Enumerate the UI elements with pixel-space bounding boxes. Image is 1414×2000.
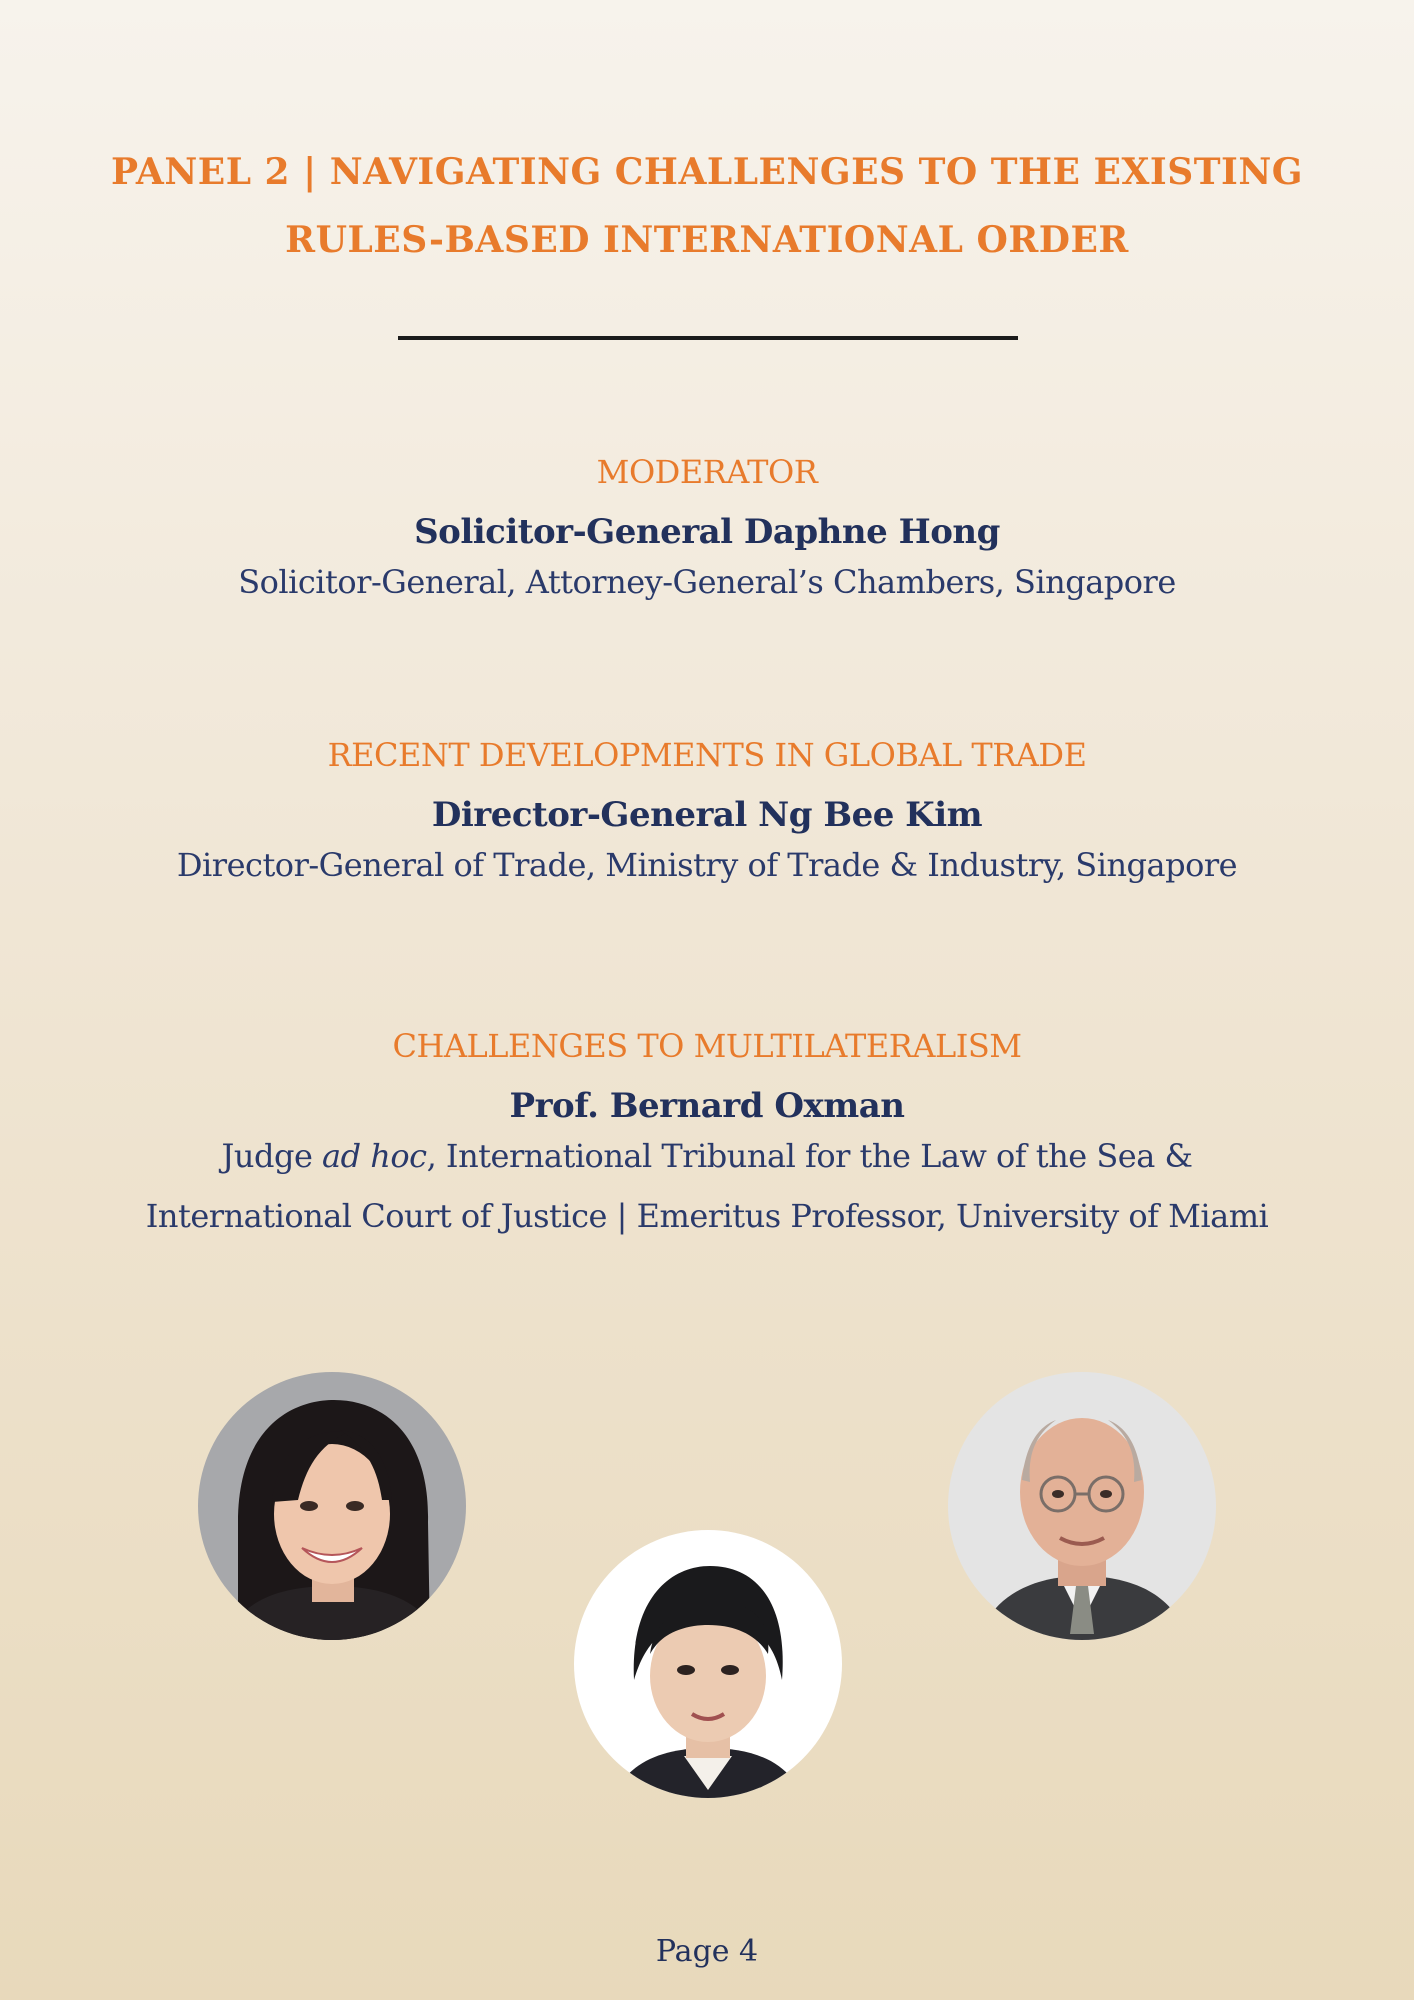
speaker-name: Director-General Ng Bee Kim xyxy=(431,795,983,835)
role-italic: ad hoc xyxy=(322,1137,427,1175)
section-label: RECENT DEVELOPMENTS IN GLOBAL TRADE xyxy=(327,736,1087,774)
role-prefix: Judge xyxy=(221,1137,323,1175)
speaker-photo-ng-bee-kim xyxy=(574,1530,842,1798)
speaker-role-line-1 xyxy=(80,1126,1334,1186)
role-rest: , International Tribunal for the Law of the Sea & xyxy=(426,1137,1193,1175)
speaker-name: Prof. Bernard Oxman xyxy=(509,1086,905,1126)
section-label: MODERATOR xyxy=(596,453,818,491)
speaker-role: Solicitor-General, Attorney-General’s Chambers, Singapore xyxy=(238,563,1176,601)
page-number: Page 4 xyxy=(655,1934,759,1969)
moderator-section xyxy=(80,452,1334,612)
speaker-role-line-2: International Court of Justice | Emeritus Professor, University of Miami xyxy=(145,1197,1269,1235)
global-trade-section xyxy=(80,735,1334,895)
multilateralism-section xyxy=(80,1026,1334,1246)
speaker-photo-daphne-hong xyxy=(198,1372,466,1640)
speaker-role: Director-General of Trade, Ministry of Trade & Industry, Singapore xyxy=(176,846,1238,884)
portrait-woman-smiling-icon xyxy=(198,1372,466,1640)
portrait-woman-icon xyxy=(574,1530,842,1798)
section-label: CHALLENGES TO MULTILATERALISM xyxy=(392,1027,1022,1065)
panel-title-line-1: PANEL 2 | NAVIGATING CHALLENGES TO THE EXISTING xyxy=(110,151,1304,193)
portrait-man-glasses-icon xyxy=(948,1372,1216,1640)
speaker-photo-bernard-oxman xyxy=(948,1372,1216,1640)
panel-title xyxy=(110,138,1304,274)
title-divider xyxy=(398,336,1018,340)
panel-title-line-2: RULES-BASED INTERNATIONAL ORDER xyxy=(285,219,1129,261)
speaker-name: Solicitor-General Daphne Hong xyxy=(414,512,1000,552)
